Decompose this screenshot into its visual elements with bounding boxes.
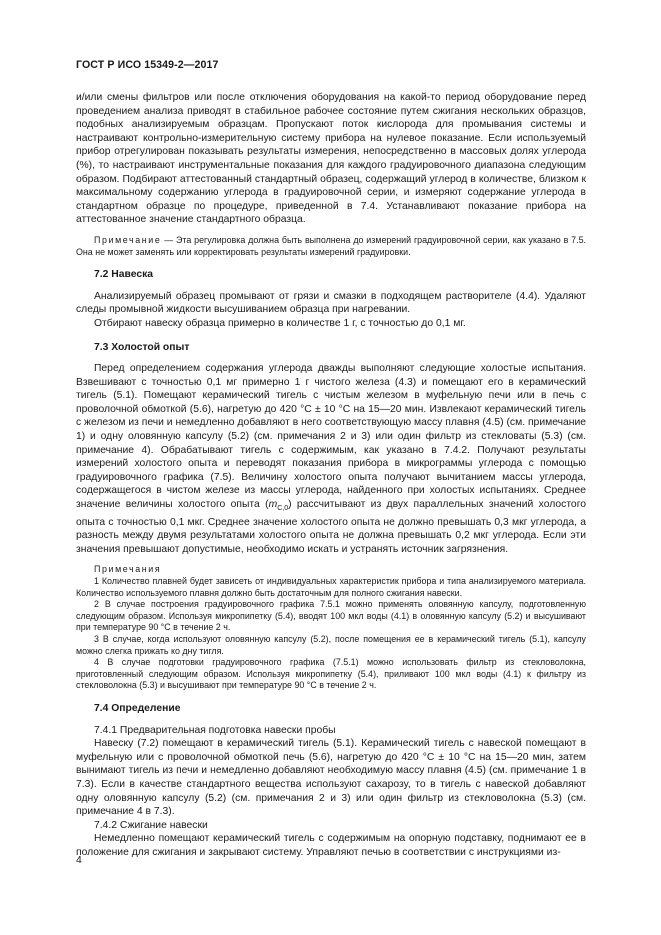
section-heading-7-2: 7.2 Навеска (94, 269, 153, 281)
blank-text-b: ) рассчитывают из двух параллельных значений холостого опыта с точностью 0,1 мкг. Среднее значение холостого опыта не должно превышать 0,3 мкг углерода, а разность между двумя результатами холостого опыта не должна превышать 0,2 мкг углерода. Если эти значения превышают допустимые, необходимо искать и устранять источник загрязнения. (76, 499, 586, 555)
note-text: — Эта регулировка должна быть выполнена до измерений градуировочной серии, как указано в 7.5. Она не может заменять или корректировать результаты измерений градуировки. (76, 234, 586, 257)
blank-symbol-subscript: C,0 (277, 505, 289, 513)
blank-symbol: m (268, 499, 278, 511)
blank-text-a: Перед определением содержания углерода дважды выполняют следующие холостые испытания. Взвешивают с точностью 0,1 мг примерно 1 г чистого железа (4.3) и помещают его в керамический тигель (5.1). Помещают керамический тигель с чистым железом в муфельную печи или в печь с проволочной обмоткой (5.6), нагретую до 420 °С ± 10 °С на 15—20 мин. Извлекают керамический тигель с железом из печи и немедленно добавляют в него соответствующую массу плавня (4.5) (см. примечание 1) и одну оловянную капсулу (5.2) (см. примечания 2 и 3) или один фильтр из стекловаты (5.3) (см. примечание 4). Обрабатывают тигель с содержимым, как указано в 7.4.2. Получают результаты измерений холостого опыта и переводят показания прибора в микрограммы углерода с помощью градуировочного графика (7.5). Величину холостого опыта получают вычитанием массы углерода, содержащегося в чистом железе из массы углерода, найденного при холостых испытаниях. Среднее значение величины холостого опыта ( (76, 363, 586, 511)
section-7-2-paragraph-2: Отбирают навеску образца примерно в количестве 1 г, с точностью до 0,1 мг. (94, 317, 466, 329)
document-body (76, 91, 586, 860)
document-header: ГОСТ Р ИСО 15349-2—2017 (76, 59, 219, 71)
subsection-heading-7-4-2: 7.4.2 Сжигание навески (94, 819, 208, 831)
intro-note (76, 235, 586, 258)
intro-paragraph: и/или смены фильтров или после отключения оборудования на какой-то период оборудование перед проведением анализа приводят в стабильное рабочее состояние путем сжигания нескольких образцов, подобных анализируемым образцам. Пропускают поток кислорода для промывания системы и настраивают контрольно-измерительную систему прибора на нулевое показание. Если используемый прибор отрегулирован показывать результаты измерения, непосредственно в массовых долях углерода (%), то настраивают инструментальные показания для каждого градуировочного диапазона следующим образом. Подбирают аттестованный стандартный образец, содержащий углерод в количестве, близком к максимальному содержанию углерода в градуировочной серии, и измеряют содержание углерода в стандартном образце по процедуре, приведенной в 7.4. Устанавливают показание прибора на аттестованное значение стандартного образца. (76, 92, 586, 226)
subsection-heading-7-4-1: 7.4.1 Предварительная подготовка навески пробы (94, 724, 336, 736)
page-number: 4 (76, 855, 82, 866)
section-heading-7-3: 7.3 Холостой опыт (94, 341, 190, 353)
section-7-4-1-paragraph: Навеску (7.2) помещают в керамический тигель (5.1). Керамический тигель с навеской помещают в муфельную или с проволочной обмоткой печь (5.6), нагретую до 420 °С ± 10 °С на 15—20 мин, затем вынимают тигель из печи и немедленно добавляют необходимую массу плавня (4.5) (см. примечание 1 в 7.3). Если в качестве стандартного вещества используют сахарозу, то в тигель с навеской добавляют одну оловянную капсулу (5.2) (см. примечания 2 и 3) или один фильтр из стекловолокна (5.3) (см. примечание 4 в 7.3). (76, 738, 586, 818)
notes-label: Примечания (94, 564, 162, 575)
section-7-3-paragraph (76, 362, 586, 556)
section-7-4-2-paragraph: Немедленно помещают керамический тигель с содержимым на опорную подставку, поднимают ее в положение для сжигания и закрывают систему. Управляют печью в соответствии с инструкциями из- (76, 833, 586, 858)
section-heading-7-4: 7.4 Определение (94, 703, 181, 714)
section-7-2-paragraph-1: Анализируемый образец промывают от грязи и смазки в подходящем растворителе (4.4). Удаляют следы промывной жидкости высушиванием образца при нагревании. (76, 290, 586, 316)
note-item: 4 В случае подготовки градуировочного графика (7.5.1) можно использовать фильтр из стекловолокна, приготовленный следующим образом. Используя микропипетку (5.4), приливают 100 мкл воды (4.1) к фильтру из стекловолокна (5.3) и высушивают при температуре 90 °С в течение 2 ч. (76, 657, 586, 691)
note-item: 3 В случае, когда используют оловянную капсулу (5.2), после помещения ее в керамический тигель (5.1), капсулу можно слегка прижать ко дну тигля. (76, 634, 586, 656)
note-item: 2 В случае построения градуировочного графика 7.5.1 можно применять оловянную капсулу, подготовленную следующим образом. Используя микропипетку (5.4), вводят 100 мкл воды (4.1) в оловянную капсулу (5.2) и высушивают при температуре 90 °С в течение 2 ч. (76, 599, 586, 633)
note-item: 1 Количество плавней будет зависеть от индивидуальных характеристик прибора и типа анализируемого материала. Количество используемого плавня должно быть достаточным для полного сжигания навески. (76, 576, 586, 598)
note-label: Примечание (94, 234, 162, 245)
